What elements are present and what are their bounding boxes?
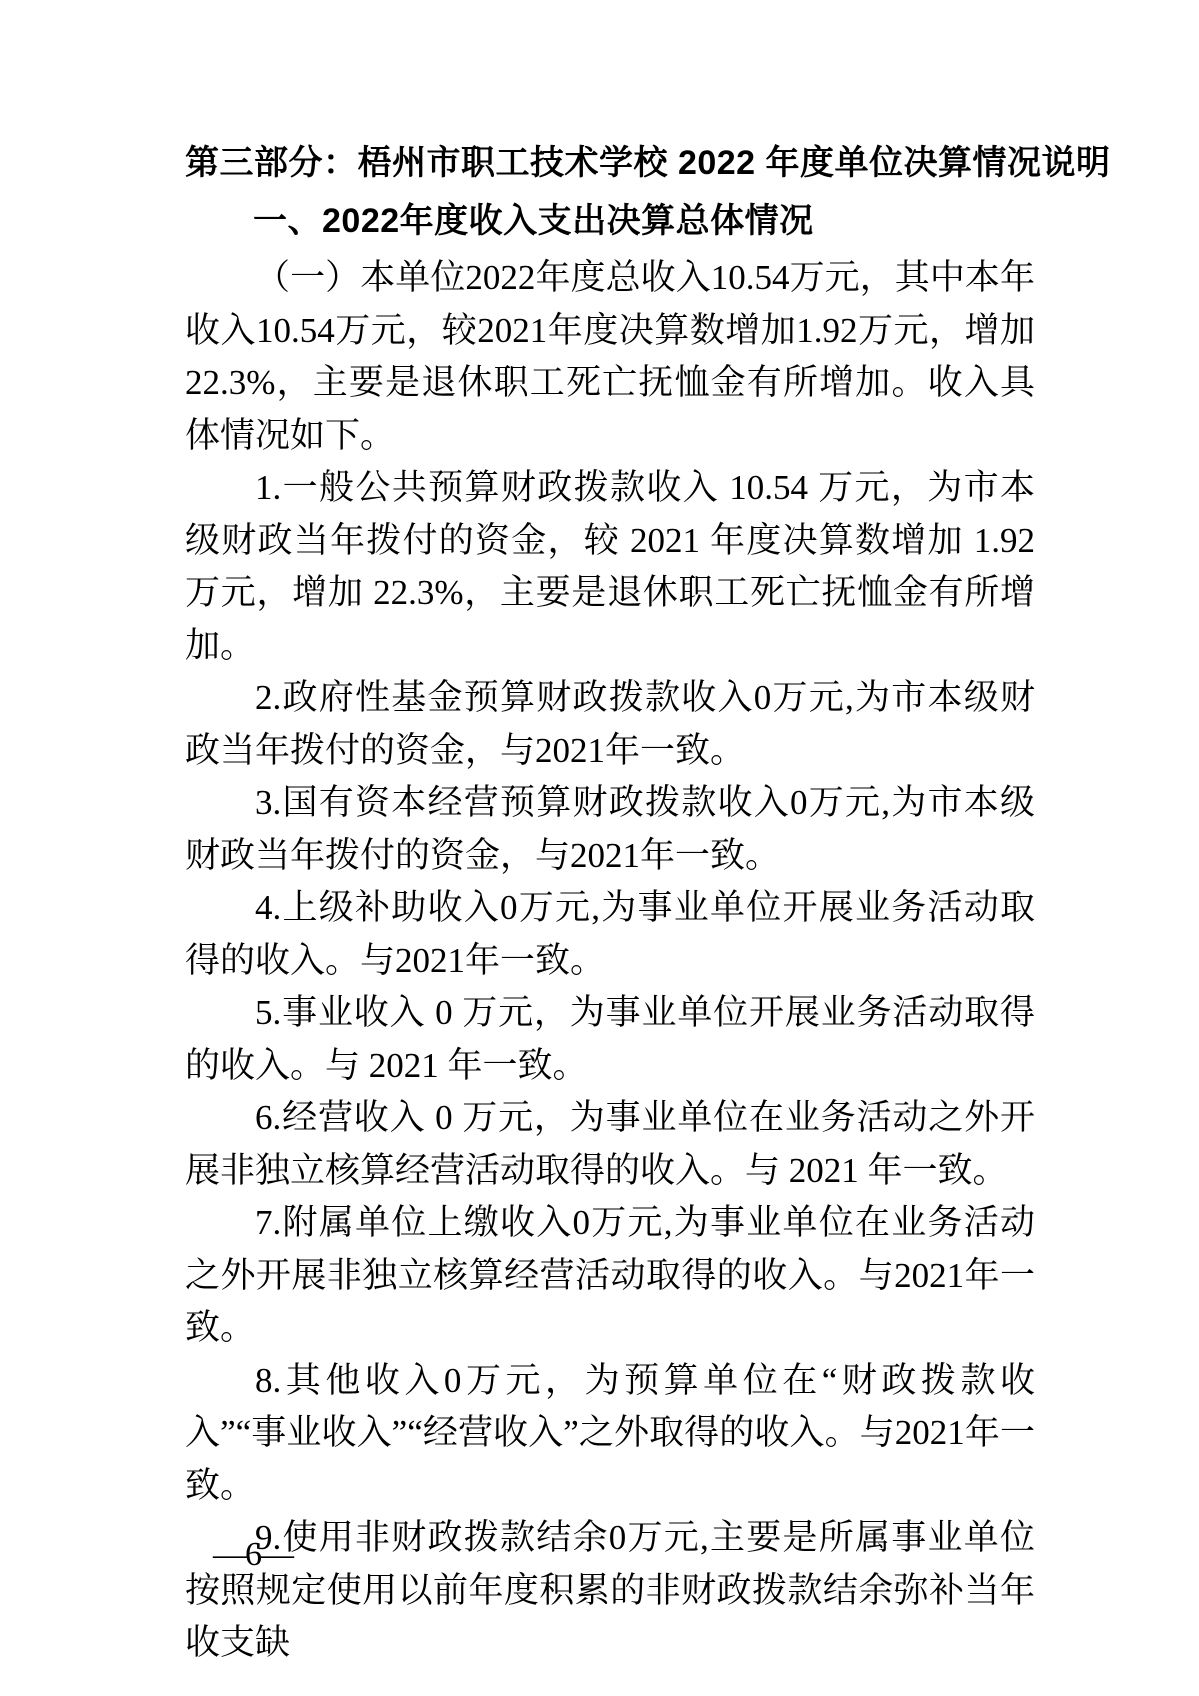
paragraph-item-7: 7.附属单位上缴收入0万元,为事业单位在业务活动之外开展非独立核算经营活动取得的收入。与2021年一致。 [185, 1203, 1035, 1347]
section-heading: 一、2022年度收入支出决算总体情况 [253, 202, 814, 240]
paragraph-item-8: 8.其他收入0万元，为预算单位在“财政拨款收入”“事业收入”“经营收入”之外取得的收入。与2021年一致。 [185, 1360, 1035, 1505]
document-body [185, 252, 1035, 1670]
paragraph-item-5: 5.事业收入 0 万元，为事业单位开展业务活动取得的收入。与 2021 年一致。 [185, 993, 1035, 1085]
paragraph-item-3: 3.国有资本经营预算财政拨款收入0万元,为市本级财政当年拨付的资金，与2021年一致。 [185, 783, 1035, 875]
paragraph-item-6: 6.经营收入 0 万元，为事业单位在业务活动之外开展非独立核算经营活动取得的收入。与 2021 年一致。 [185, 1098, 1035, 1190]
paragraph-item-1: 1.一般公共预算财政拨款收入 10.54 万元，为市本级财政当年拨付的资金，较 2021 年度决算数增加 1.92 万元，增加 22.3%，主要是退休职工死亡抚恤金有所增加。 [185, 468, 1035, 665]
paragraph-overview: （一）本单位2022年度总收入10.54万元，其中本年收入10.54万元，较2021年度决算数增加1.92万元，增加22.3%，主要是退休职工死亡抚恤金有所增加。收入具体情况如下。 [185, 258, 1035, 455]
document-title: 第三部分：梧州市职工技术学校 2022 年度单位决算情况说明 [185, 144, 1111, 182]
paragraph-item-4: 4.上级补助收入0万元,为事业单位开展业务活动取得的收入。与2021年一致。 [185, 888, 1035, 980]
paragraph-item-2: 2.政府性基金预算财政拨款收入0万元,为市本级财政当年拨付的资金，与2021年一致。 [185, 678, 1035, 770]
page-number: —6— [213, 1536, 292, 1573]
paragraph-item-9: 9.使用非财政拨款结余0万元,主要是所属事业单位按照规定使用以前年度积累的非财政拨款结余弥补当年收支缺 [185, 1518, 1035, 1662]
